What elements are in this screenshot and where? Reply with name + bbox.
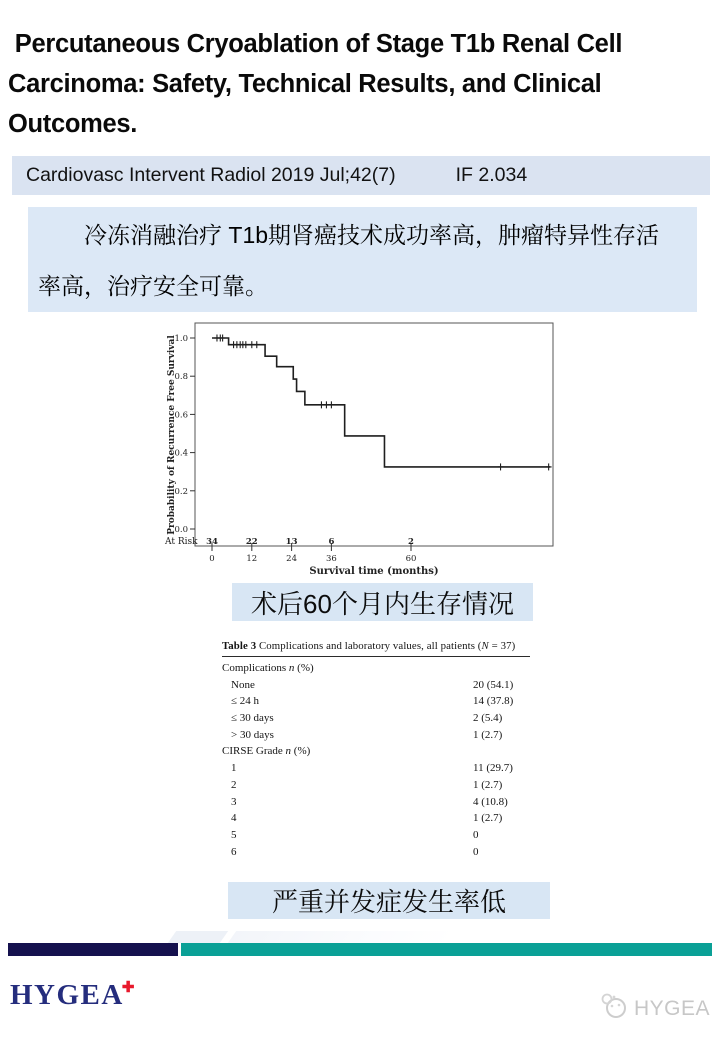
red-cross-icon: ✚ <box>121 980 135 996</box>
svg-text:6: 6 <box>328 537 335 547</box>
hygea-logo-text: HYGEA <box>10 979 124 1011</box>
svg-text:22: 22 <box>245 537 258 547</box>
table-caption-label: Table 3 <box>222 640 257 652</box>
svg-text:34: 34 <box>206 537 218 547</box>
svg-text:0.6: 0.6 <box>174 410 188 421</box>
summary-line-2: 率高，治疗安全可靠。 <box>38 273 268 299</box>
table-caption-nvar: N <box>481 640 489 652</box>
svg-text:0: 0 <box>209 554 215 564</box>
svg-text:0.2: 0.2 <box>174 486 188 497</box>
title-line-1: Percutaneous Cryoablation of Stage T1b Renal Cell <box>8 30 623 58</box>
table-row: > 30 days 1 (2.7) <box>231 728 503 741</box>
y-axis <box>167 334 195 535</box>
table-row: 3 4 (10.8) <box>231 795 508 808</box>
impact-factor: IF 2.034 <box>455 164 528 186</box>
svg-text:0.0: 0.0 <box>174 525 188 535</box>
x-axis <box>209 543 438 577</box>
table-caption <box>222 640 538 652</box>
journal-citation: Cardiovasc Intervent Radiol 2019 Jul;42(7) <box>26 164 396 186</box>
table-rows <box>222 660 538 860</box>
table-row: 5 0 <box>231 828 479 841</box>
svg-text:At Risk: At Risk <box>165 537 198 547</box>
svg-text:0.8: 0.8 <box>174 372 188 383</box>
table-caption-tail: = 37) <box>488 640 516 652</box>
survival-curve <box>212 338 550 467</box>
table-row: CIRSE Grade n (%) <box>222 745 311 758</box>
km-survival-figure <box>163 318 558 580</box>
svg-text:2: 2 <box>408 537 414 547</box>
svg-text:60: 60 <box>405 554 417 564</box>
svg-text:Probability of Recurrence Free: Probability of Recurrence Free Survival <box>167 335 177 535</box>
complications-table <box>222 640 538 860</box>
table-top-rule <box>222 656 530 657</box>
footer-decoration-left <box>168 931 228 943</box>
hygea-circle-icon <box>599 992 629 1025</box>
footer-navy-bar <box>8 943 178 956</box>
svg-text:12: 12 <box>246 554 258 564</box>
summary-box <box>28 207 697 312</box>
watermark-text: HYGEA <box>634 996 711 1020</box>
km-survival-chart <box>163 318 558 580</box>
table-row: ≤ 24 h 14 (37.8) <box>231 695 514 708</box>
svg-text:36: 36 <box>325 554 337 564</box>
svg-text:24: 24 <box>286 554 298 564</box>
svg-text:Survival time (months): Survival time (months) <box>309 566 439 577</box>
table-row: Complications n (%) <box>222 662 314 674</box>
title-line-2: Carcinoma: Safety, Technical Results, and Clinical <box>8 70 602 98</box>
hygea-logo <box>10 979 136 1012</box>
svg-text:1.0: 1.0 <box>174 334 188 344</box>
title-line-3: Outcomes. <box>8 110 138 138</box>
table-row: 4 1 (2.7) <box>231 812 503 825</box>
table-caption-text: Complications and laboratory values, all patients ( <box>256 640 482 652</box>
table-row: 1 11 (29.7) <box>231 762 513 775</box>
footer-teal-bar <box>181 943 712 956</box>
svg-text:0.4: 0.4 <box>174 448 188 459</box>
page-title <box>8 24 720 144</box>
table-row: ≤ 30 days 2 (5.4) <box>231 712 503 725</box>
footer-decoration-right <box>228 931 456 943</box>
svg-text:13: 13 <box>285 537 298 547</box>
table-caption-badge: 严重并发症发生率低 <box>228 882 550 919</box>
table-row: None 20 (54.1) <box>231 678 514 691</box>
table-row: 2 1 (2.7) <box>231 778 503 791</box>
figure-caption-badge: 术后60个月内生存情况 <box>232 583 533 621</box>
citation-bar <box>12 156 710 195</box>
table-row: 6 0 <box>231 845 479 858</box>
hygea-watermark <box>599 992 710 1025</box>
summary-line-1: 冷冻消融治疗 T1b期肾癌技术成功率高，肿瘤特异性存活 <box>84 222 660 248</box>
